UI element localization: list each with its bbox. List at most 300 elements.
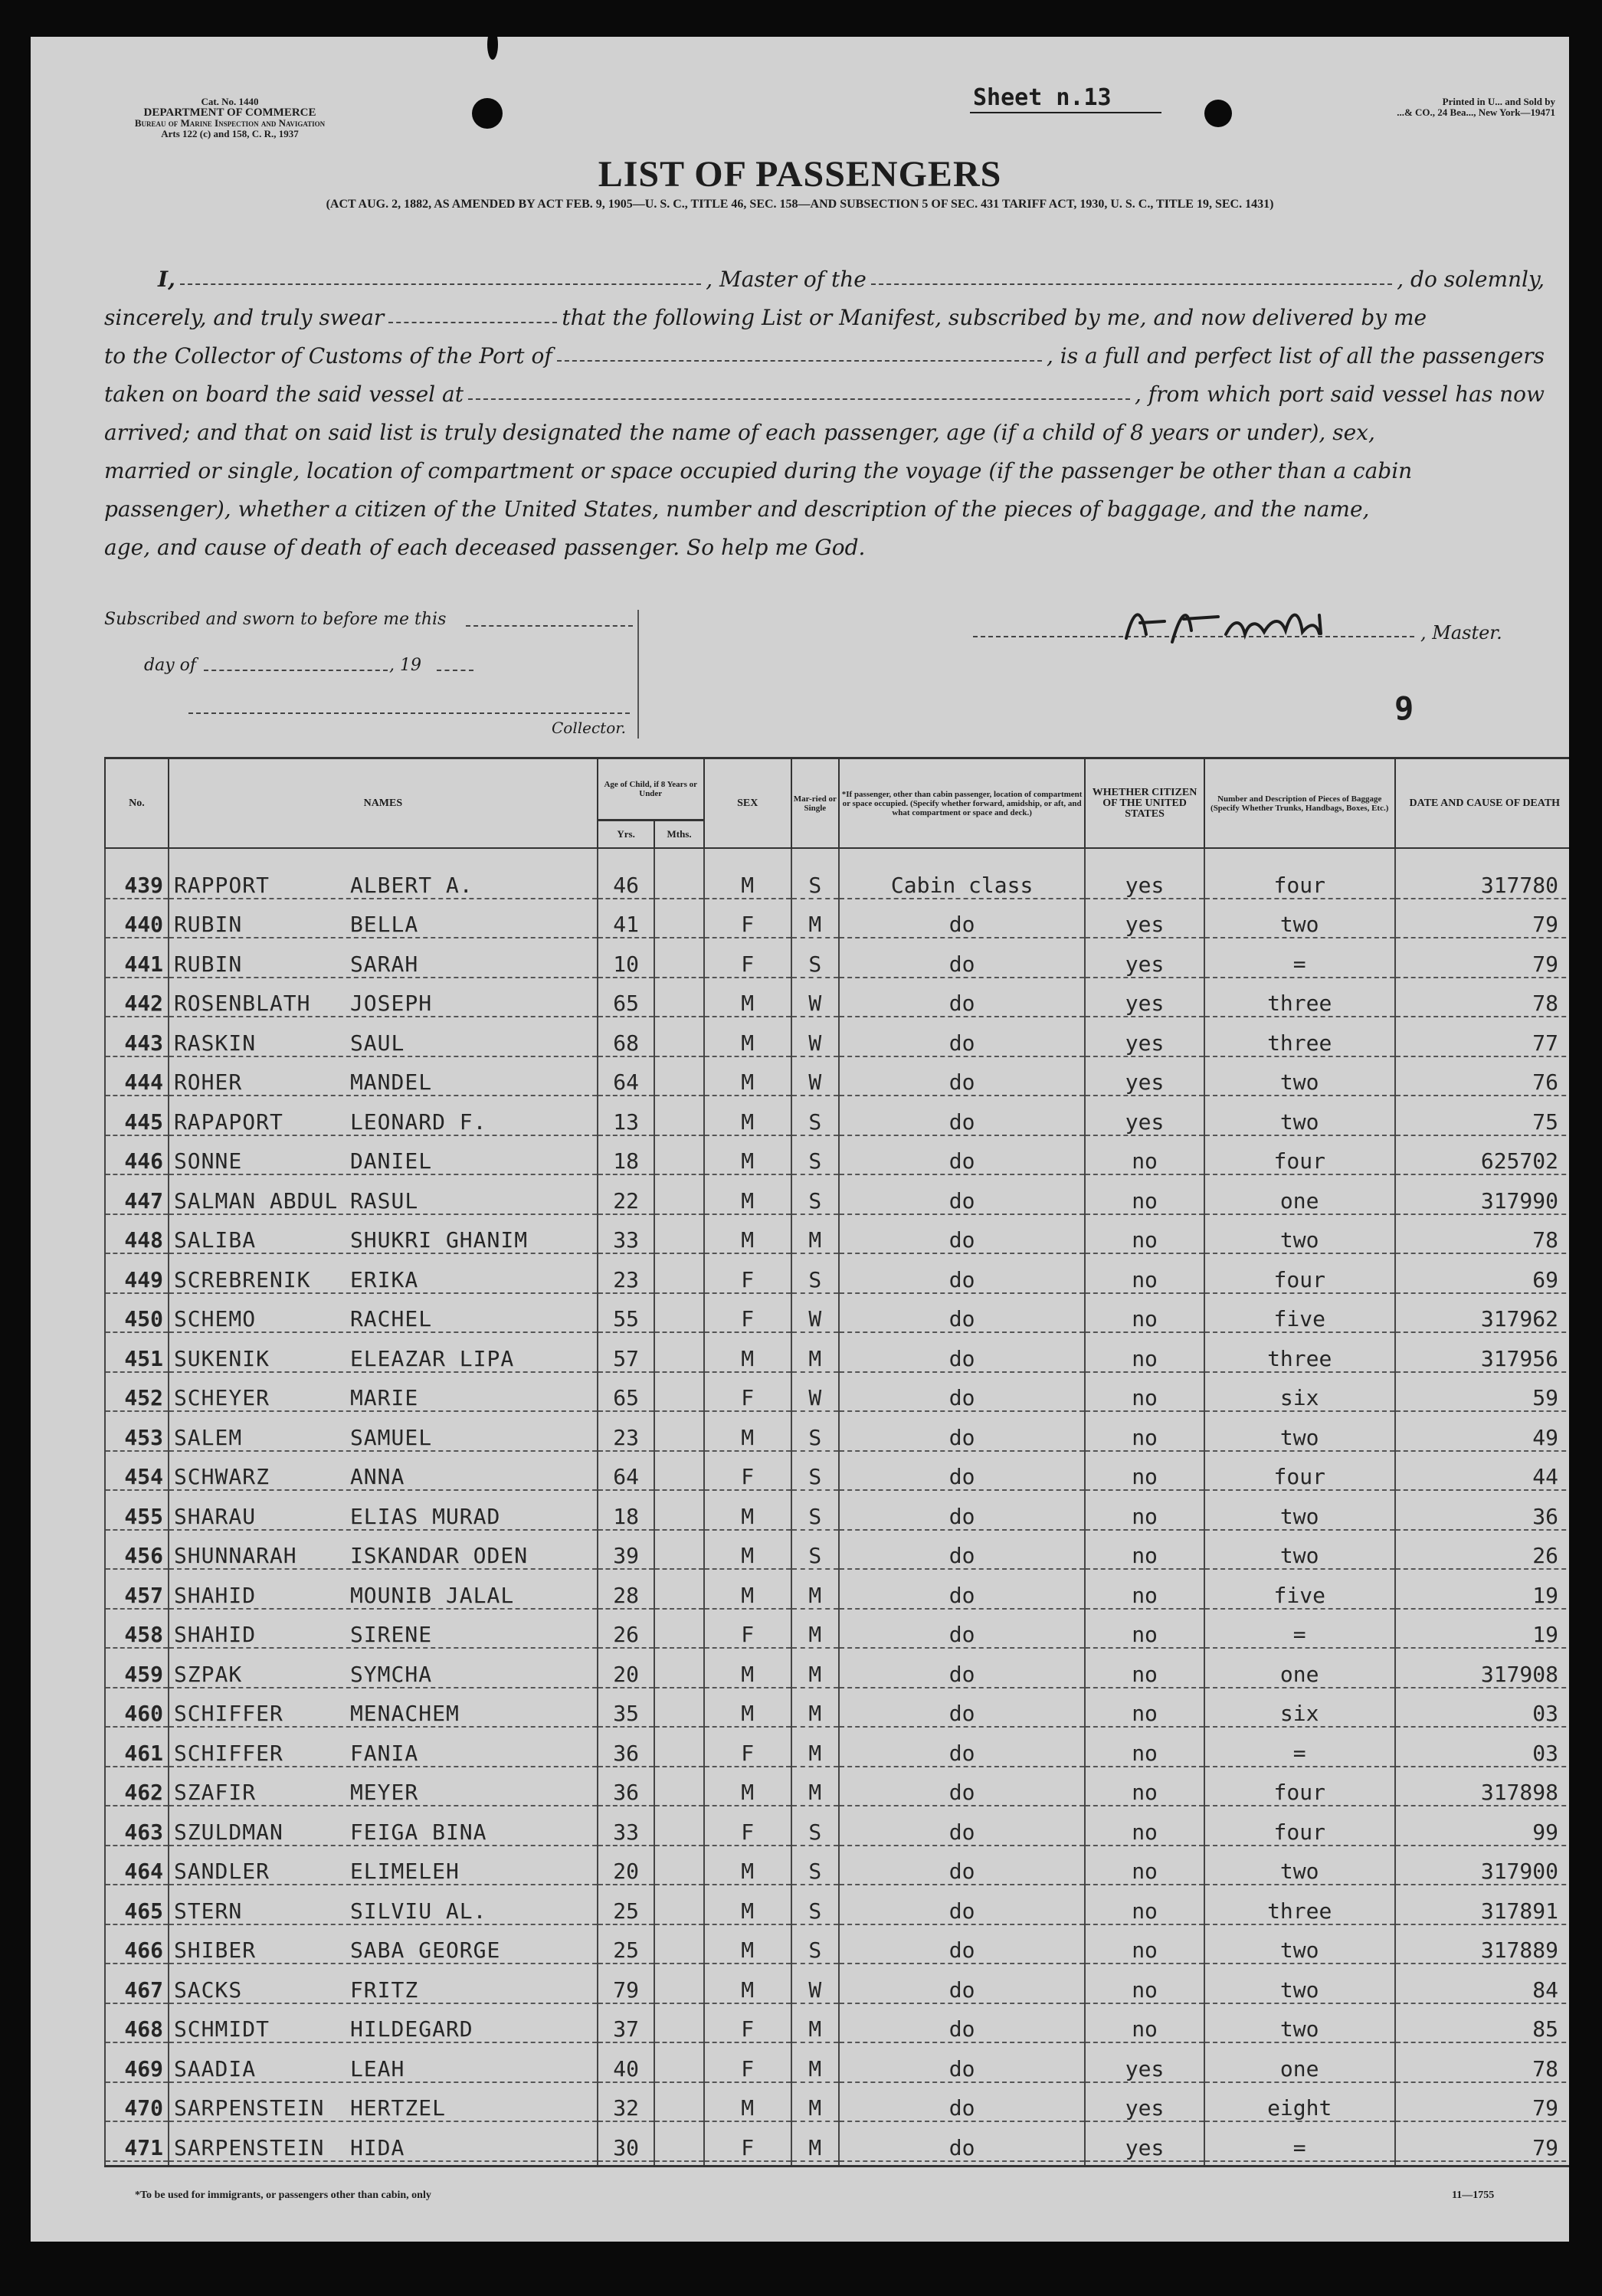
- passenger-given-name: SARAH: [349, 951, 419, 977]
- table-row: [105, 2082, 1569, 2122]
- passenger-name: [169, 1688, 598, 1728]
- table-row: [105, 1174, 1569, 1214]
- passenger-baggage: six: [1204, 1688, 1395, 1728]
- passenger-death-record: 84: [1395, 1964, 1569, 2003]
- passenger-compartment: do: [839, 1924, 1085, 1964]
- passenger-number: 461: [105, 1727, 169, 1767]
- passenger-given-name: BELLA: [349, 912, 419, 937]
- passenger-surname: SZAFIR: [173, 1780, 257, 1805]
- table-row: [105, 1648, 1569, 1688]
- passenger-given-name: LEAH: [349, 2055, 405, 2081]
- passenger-number: 447: [105, 1174, 169, 1214]
- passenger-citizen: no: [1085, 1767, 1204, 1806]
- blank-master-name: [180, 267, 701, 285]
- passenger-sex: F: [704, 1806, 791, 1846]
- passenger-death-record: 79: [1395, 2082, 1569, 2122]
- passenger-age-years: 64: [598, 1056, 655, 1096]
- passenger-citizen: no: [1085, 1293, 1204, 1333]
- passenger-citizen: yes: [1085, 2082, 1204, 2122]
- passenger-marital-status: S: [791, 1885, 839, 1924]
- passenger-surname: ROHER: [173, 1069, 243, 1095]
- passenger-age-months: [654, 1174, 703, 1214]
- passenger-compartment: do: [839, 1767, 1085, 1806]
- passenger-baggage: four: [1204, 1806, 1395, 1846]
- passenger-compartment: do: [839, 938, 1085, 978]
- passenger-age-months: [654, 1688, 703, 1728]
- passenger-age-months: [654, 1253, 703, 1293]
- passenger-sex: M: [704, 1924, 791, 1964]
- passenger-sex: M: [704, 1017, 791, 1056]
- column-header-names: NAMES: [169, 758, 598, 849]
- passenger-citizen: no: [1085, 1135, 1204, 1175]
- passenger-sex: F: [704, 1451, 791, 1491]
- blank-year: [437, 670, 473, 671]
- passenger-death-record: 317990: [1395, 1174, 1569, 1214]
- passenger-sex: M: [704, 1056, 791, 1096]
- table-row: [105, 1569, 1569, 1609]
- passenger-given-name: ANNA: [349, 1464, 405, 1489]
- passenger-number: 460: [105, 1688, 169, 1728]
- department-name: DEPARTMENT OF COMMERCE: [143, 106, 316, 119]
- oath-text: arrived; and that on said list is truly designated the name of each passenger, age (if a child of 8 years or under), sex,: [104, 420, 1375, 445]
- passenger-name: [169, 1293, 598, 1333]
- passenger-age-months: [654, 1609, 703, 1649]
- passenger-death-record: 77: [1395, 1017, 1569, 1056]
- passenger-number: 449: [105, 1253, 169, 1293]
- passenger-name: [169, 1214, 598, 1254]
- passenger-number: 458: [105, 1609, 169, 1649]
- table-row: [105, 1214, 1569, 1254]
- passenger-baggage: four: [1204, 848, 1395, 899]
- passenger-compartment: do: [839, 1174, 1085, 1214]
- passenger-age-months: [654, 2042, 703, 2082]
- passenger-surname: SACKS: [173, 1977, 243, 2003]
- passenger-surname: SCHEMO: [173, 1306, 257, 1331]
- passenger-surname: SHAHID: [173, 1582, 257, 1608]
- passenger-marital-status: S: [791, 1451, 839, 1491]
- passenger-sex: M: [704, 1214, 791, 1254]
- passenger-death-record: 26: [1395, 1530, 1569, 1570]
- passenger-age-months: [654, 1569, 703, 1609]
- passenger-death-record: 03: [1395, 1727, 1569, 1767]
- passenger-age-months: [654, 1727, 703, 1767]
- passenger-age-months: [654, 1214, 703, 1254]
- passenger-surname: SALMAN ABDUL: [173, 1187, 339, 1214]
- table-row: [105, 1609, 1569, 1649]
- passenger-surname: RUBIN: [173, 912, 243, 937]
- oath-text: married or single, location of compartment or space occupied during the voyage (if the passenger be other than a cabin: [104, 458, 1413, 483]
- passenger-number: 457: [105, 1569, 169, 1609]
- passenger-sex: F: [704, 1727, 791, 1767]
- passenger-compartment: do: [839, 899, 1085, 938]
- passenger-age-months: [654, 1293, 703, 1333]
- passenger-age-months: [654, 1135, 703, 1175]
- passenger-age-years: 46: [598, 848, 655, 899]
- table-row: [105, 938, 1569, 978]
- passenger-citizen: no: [1085, 1727, 1204, 1767]
- passenger-surname: SAADIA: [173, 2055, 257, 2081]
- passenger-death-record: 317898: [1395, 1767, 1569, 1806]
- passenger-death-record: 317956: [1395, 1332, 1569, 1372]
- passenger-age-years: 64: [598, 1451, 655, 1491]
- passenger-given-name: HIDA: [349, 2134, 405, 2160]
- table-row: [105, 1411, 1569, 1451]
- passenger-compartment: do: [839, 1372, 1085, 1412]
- column-header-baggage: Number and Description of Pieces of Baggage (Specify Whether Trunks, Handbags, Boxes, Etc.): [1204, 758, 1395, 849]
- table-row: [105, 1490, 1569, 1530]
- passenger-death-record: 79: [1395, 938, 1569, 978]
- column-header-sex: SEX: [704, 758, 791, 849]
- passenger-name: [169, 2042, 598, 2082]
- passenger-surname: SCREBRENIK: [173, 1266, 311, 1292]
- table-row: [105, 1767, 1569, 1806]
- sworn-box-rule: [637, 610, 639, 739]
- passenger-baggage: =: [1204, 2121, 1395, 2161]
- passenger-sex: M: [704, 1964, 791, 2003]
- passenger-age-years: 30: [598, 2121, 655, 2161]
- passenger-age-months: [654, 1451, 703, 1491]
- oath-text: , is a full and perfect list of all the passengers: [1046, 343, 1545, 368]
- passenger-name: [169, 1332, 598, 1372]
- passenger-marital-status: M: [791, 1332, 839, 1372]
- table-row: [105, 1332, 1569, 1372]
- passenger-name: [169, 1096, 598, 1135]
- passenger-marital-status: S: [791, 1096, 839, 1135]
- table-row: [105, 1293, 1569, 1333]
- oath-text: taken on board the said vessel at: [104, 382, 464, 407]
- regulation-reference: Arts 122 (c) and 158, C. R., 1937: [161, 128, 299, 139]
- passenger-number: 467: [105, 1964, 169, 2003]
- passenger-compartment: do: [839, 2042, 1085, 2082]
- passenger-sex: F: [704, 1253, 791, 1293]
- passenger-given-name: HILDEGARD: [349, 2016, 473, 2042]
- passenger-given-name: SIRENE: [349, 1622, 433, 1647]
- passenger-compartment: do: [839, 2003, 1085, 2043]
- passenger-sex: M: [704, 1648, 791, 1688]
- oath-line-2: [104, 305, 1545, 330]
- passenger-given-name: ISKANDAR ODEN: [349, 1543, 529, 1568]
- passenger-given-name: ALBERT A.: [349, 872, 473, 898]
- passenger-baggage: four: [1204, 1135, 1395, 1175]
- passenger-compartment: do: [839, 1964, 1085, 2003]
- printer-imprint: [1256, 97, 1555, 118]
- passenger-compartment: do: [839, 1648, 1085, 1688]
- table-row: [105, 1135, 1569, 1175]
- passenger-age-months: [654, 2121, 703, 2161]
- passenger-surname: STERN: [173, 1898, 243, 1924]
- passenger-marital-status: W: [791, 1293, 839, 1333]
- passenger-compartment: do: [839, 1214, 1085, 1254]
- passenger-citizen: no: [1085, 1332, 1204, 1372]
- passenger-death-record: 78: [1395, 2042, 1569, 2082]
- passenger-sex: M: [704, 1135, 791, 1175]
- passenger-given-name: MENACHEM: [349, 1701, 460, 1726]
- passenger-baggage: one: [1204, 1174, 1395, 1214]
- passenger-compartment: do: [839, 1490, 1085, 1530]
- table-row: [105, 1372, 1569, 1412]
- passenger-number: 446: [105, 1135, 169, 1175]
- blank-vessel-name: [871, 267, 1392, 285]
- passenger-age-years: 13: [598, 1096, 655, 1135]
- passenger-name: [169, 1924, 598, 1964]
- passenger-citizen: yes: [1085, 848, 1204, 899]
- passenger-marital-status: M: [791, 2121, 839, 2161]
- column-header-years: Yrs.: [598, 820, 655, 849]
- passenger-name: [169, 899, 598, 938]
- passenger-compartment: do: [839, 1293, 1085, 1333]
- passenger-citizen: no: [1085, 1846, 1204, 1885]
- oath-text: , Master of the: [706, 267, 867, 292]
- passenger-age-years: 18: [598, 1490, 655, 1530]
- passenger-surname: SCHIFFER: [173, 1701, 283, 1726]
- passenger-death-record: 317780: [1395, 848, 1569, 899]
- passenger-age-months: [654, 1806, 703, 1846]
- passenger-marital-status: S: [791, 1846, 839, 1885]
- year-label: , 19: [389, 656, 421, 675]
- passenger-age-months: [654, 1332, 703, 1372]
- passenger-death-record: 44: [1395, 1451, 1569, 1491]
- passenger-death-record: 317908: [1395, 1648, 1569, 1688]
- table-row: [105, 1253, 1569, 1293]
- passenger-citizen: no: [1085, 2003, 1204, 2043]
- passenger-number: 448: [105, 1214, 169, 1254]
- master-signature: [1119, 600, 1410, 657]
- passenger-baggage: two: [1204, 1096, 1395, 1135]
- passenger-age-months: [654, 938, 703, 978]
- table-row: [105, 1924, 1569, 1964]
- passenger-age-months: [654, 848, 703, 899]
- passenger-number: 464: [105, 1846, 169, 1885]
- passenger-number: 468: [105, 2003, 169, 2043]
- passenger-given-name: ELIMELEH: [349, 1859, 460, 1884]
- passenger-name: [169, 1648, 598, 1688]
- column-header-age: Age of Child, if 8 Years or Under: [598, 758, 704, 820]
- passenger-surname: SHARAU: [173, 1503, 257, 1529]
- passenger-baggage: six: [1204, 1372, 1395, 1412]
- passenger-given-name: FANIA: [349, 1740, 419, 1766]
- passenger-sex: F: [704, 899, 791, 938]
- passenger-name: [169, 2121, 598, 2161]
- table-row: [105, 848, 1569, 899]
- passenger-marital-status: S: [791, 1530, 839, 1570]
- passenger-death-record: 76: [1395, 1056, 1569, 1096]
- passenger-name: [169, 1490, 598, 1530]
- passenger-name: [169, 938, 598, 978]
- passenger-name: [169, 1846, 598, 1885]
- passenger-death-record: 49: [1395, 1411, 1569, 1451]
- passenger-age-years: 55: [598, 1293, 655, 1333]
- passenger-name: [169, 1727, 598, 1767]
- passenger-citizen: no: [1085, 1609, 1204, 1649]
- column-header-months: Mths.: [654, 820, 703, 849]
- oath-text: , do solemnly,: [1397, 267, 1545, 292]
- passenger-marital-status: M: [791, 1648, 839, 1688]
- passenger-compartment: do: [839, 2121, 1085, 2161]
- passenger-age-years: 28: [598, 1569, 655, 1609]
- passenger-sex: F: [704, 1609, 791, 1649]
- passenger-death-record: 317889: [1395, 1924, 1569, 1964]
- passenger-number: 462: [105, 1767, 169, 1806]
- blank-collector: [188, 712, 630, 714]
- passenger-given-name: MANDEL: [349, 1069, 433, 1095]
- passenger-death-record: 79: [1395, 899, 1569, 938]
- passenger-sex: M: [704, 2082, 791, 2122]
- passenger-sex: M: [704, 1569, 791, 1609]
- footnote: *To be used for immigrants, or passengers other than cabin, only: [135, 2190, 431, 2201]
- passenger-number: 469: [105, 2042, 169, 2082]
- passenger-baggage: two: [1204, 1964, 1395, 2003]
- passenger-given-name: JOSEPH: [349, 991, 433, 1016]
- passenger-number: 465: [105, 1885, 169, 1924]
- passenger-compartment: do: [839, 1885, 1085, 1924]
- passenger-compartment: do: [839, 1688, 1085, 1728]
- passenger-surname: RASKIN: [173, 1030, 257, 1056]
- collector-label: Collector.: [552, 719, 626, 737]
- table-row: [105, 2003, 1569, 2043]
- passenger-age-years: 33: [598, 1806, 655, 1846]
- passenger-baggage: two: [1204, 1924, 1395, 1964]
- passenger-compartment: do: [839, 1096, 1085, 1135]
- passenger-given-name: MARIE: [349, 1385, 419, 1410]
- passenger-name: [169, 1372, 598, 1412]
- passenger-marital-status: S: [791, 938, 839, 978]
- passenger-number: 441: [105, 938, 169, 978]
- column-header-death: DATE AND CAUSE OF DEATH: [1395, 758, 1569, 849]
- passenger-number: 470: [105, 2082, 169, 2122]
- passenger-sex: M: [704, 1490, 791, 1530]
- passenger-name: [169, 1411, 598, 1451]
- passenger-marital-status: W: [791, 1056, 839, 1096]
- passenger-compartment: do: [839, 1609, 1085, 1649]
- passenger-citizen: no: [1085, 1372, 1204, 1412]
- passenger-citizen: no: [1085, 1530, 1204, 1570]
- passenger-marital-status: M: [791, 1569, 839, 1609]
- manifest-page: [31, 37, 1569, 2242]
- passenger-age-years: 18: [598, 1135, 655, 1175]
- passenger-name: [169, 1017, 598, 1056]
- passenger-baggage: two: [1204, 1056, 1395, 1096]
- table-row: [105, 1017, 1569, 1056]
- passenger-sex: M: [704, 1174, 791, 1214]
- passenger-sex: M: [704, 1767, 791, 1806]
- passenger-age-months: [654, 2003, 703, 2043]
- passenger-marital-status: M: [791, 2003, 839, 2043]
- oath-line-3: [104, 343, 1545, 368]
- passenger-number: 451: [105, 1332, 169, 1372]
- passenger-given-name: FEIGA BINA: [349, 1819, 487, 1845]
- passenger-age-years: 79: [598, 1964, 655, 2003]
- passenger-marital-status: S: [791, 1490, 839, 1530]
- passenger-name: [169, 1135, 598, 1175]
- passenger-sex: M: [704, 1688, 791, 1728]
- passenger-surname: SANDLER: [173, 1859, 270, 1884]
- passenger-sex: M: [704, 1530, 791, 1570]
- passenger-citizen: yes: [1085, 1096, 1204, 1135]
- passenger-given-name: SABA GEORGE: [349, 1937, 501, 1963]
- oath-line-8: [104, 535, 1545, 560]
- passenger-baggage: two: [1204, 1846, 1395, 1885]
- passenger-name: [169, 1609, 598, 1649]
- passenger-citizen: no: [1085, 1490, 1204, 1530]
- passenger-sex: M: [704, 1096, 791, 1135]
- passenger-given-name: ERIKA: [349, 1266, 419, 1292]
- passenger-baggage: two: [1204, 1214, 1395, 1254]
- passenger-baggage: two: [1204, 2003, 1395, 2043]
- passenger-compartment: do: [839, 1530, 1085, 1570]
- passenger-marital-status: W: [791, 1964, 839, 2003]
- passenger-marital-status: S: [791, 1411, 839, 1451]
- passenger-baggage: five: [1204, 1569, 1395, 1609]
- passenger-table: [104, 757, 1569, 2167]
- passenger-sex: M: [704, 1332, 791, 1372]
- passenger-number: 443: [105, 1017, 169, 1056]
- form-origin-block: [46, 97, 414, 139]
- passenger-sex: F: [704, 2121, 791, 2161]
- passenger-marital-status: S: [791, 1174, 839, 1214]
- table-row: [105, 1806, 1569, 1846]
- passenger-age-years: 41: [598, 899, 655, 938]
- oath-text: that the following List or Manifest, subscribed by me, and now delivered by me: [562, 305, 1427, 330]
- passenger-age-years: 25: [598, 1885, 655, 1924]
- passenger-name: [169, 1451, 598, 1491]
- passenger-age-years: 36: [598, 1767, 655, 1806]
- passenger-death-record: 19: [1395, 1609, 1569, 1649]
- passenger-age-years: 68: [598, 1017, 655, 1056]
- passenger-name: [169, 1885, 598, 1924]
- passenger-given-name: SILVIU AL.: [349, 1898, 487, 1924]
- day-of-label: day of: [144, 656, 197, 675]
- oath-text: sincerely, and truly swear: [104, 305, 385, 330]
- passenger-compartment: do: [839, 1332, 1085, 1372]
- passenger-surname: ROSENBLATH: [173, 991, 311, 1016]
- passenger-death-record: 78: [1395, 978, 1569, 1017]
- passenger-compartment: do: [839, 1135, 1085, 1175]
- passenger-surname: RAPPORT: [173, 872, 270, 898]
- passenger-given-name: SYMCHA: [349, 1661, 433, 1687]
- catalog-number: Cat. No. 1440: [201, 96, 259, 107]
- passenger-surname: SZULDMAN: [173, 1819, 283, 1845]
- page-title: LIST OF PASSENGERS: [598, 154, 1002, 195]
- passenger-death-record: 317891: [1395, 1885, 1569, 1924]
- passenger-death-record: 69: [1395, 1253, 1569, 1293]
- passenger-name: [169, 2082, 598, 2122]
- passenger-age-years: 25: [598, 1924, 655, 1964]
- master-label: , Master.: [1420, 622, 1502, 644]
- passenger-baggage: two: [1204, 1490, 1395, 1530]
- passenger-sex: F: [704, 1293, 791, 1333]
- passenger-sex: F: [704, 1372, 791, 1412]
- passenger-given-name: LEONARD F.: [349, 1109, 487, 1135]
- passenger-baggage: three: [1204, 1885, 1395, 1924]
- passenger-age-months: [654, 1530, 703, 1570]
- passenger-compartment: do: [839, 1017, 1085, 1056]
- subscribed-label: Subscribed and sworn to before me this: [104, 610, 447, 629]
- passenger-age-years: 23: [598, 1253, 655, 1293]
- passenger-death-record: 36: [1395, 1490, 1569, 1530]
- table-row: [105, 1727, 1569, 1767]
- passenger-name: [169, 1056, 598, 1096]
- table-row: [105, 2042, 1569, 2082]
- passenger-baggage: four: [1204, 1451, 1395, 1491]
- passenger-marital-status: S: [791, 1806, 839, 1846]
- passenger-citizen: no: [1085, 1174, 1204, 1214]
- passenger-compartment: do: [839, 1411, 1085, 1451]
- passenger-baggage: four: [1204, 1767, 1395, 1806]
- oath-text: age, and cause of death of each deceased passenger. So help me God.: [104, 535, 866, 560]
- passenger-number: 452: [105, 1372, 169, 1412]
- passenger-sex: F: [704, 2003, 791, 2043]
- passenger-surname: SALEM: [173, 1424, 243, 1450]
